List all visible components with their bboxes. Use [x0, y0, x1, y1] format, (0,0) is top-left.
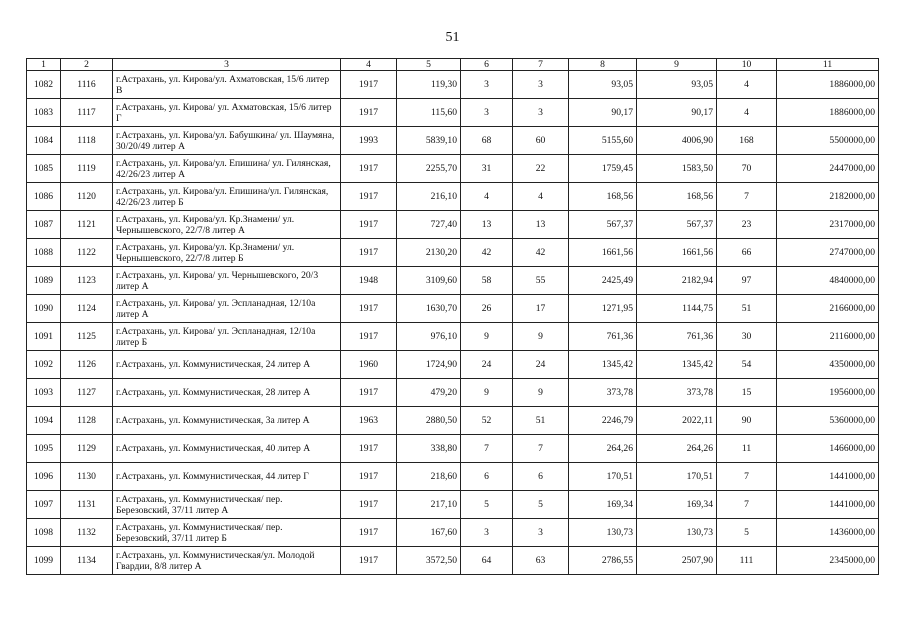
- private-area-cell: 1661,56: [637, 239, 717, 267]
- row-number-cell: 1085: [27, 155, 61, 183]
- living-area-cell: 1271,95: [569, 295, 637, 323]
- apartments-count-cell: 13: [461, 211, 513, 239]
- total-area-cell: 338,80: [397, 435, 461, 463]
- apartments-private-cell: 60: [513, 127, 569, 155]
- row-number-cell: 1092: [27, 351, 61, 379]
- total-area-cell: 2130,20: [397, 239, 461, 267]
- table-row: [27, 127, 879, 155]
- column-header-4: 4: [341, 59, 397, 71]
- residents-count-cell: 7: [717, 463, 777, 491]
- apartments-count-cell: 3: [461, 519, 513, 547]
- apartments-private-cell: 22: [513, 155, 569, 183]
- address-cell: г.Астрахань, ул. Кирова/ул. Епишина/ ул. Гилянская, 42/26/23 литер А: [113, 155, 341, 183]
- object-number-cell: 1130: [61, 463, 113, 491]
- living-area-cell: 567,37: [569, 211, 637, 239]
- address-cell: г.Астрахань, ул. Коммунистическая, 40 литер А: [113, 435, 341, 463]
- apartments-private-cell: 3: [513, 519, 569, 547]
- living-area-cell: 264,26: [569, 435, 637, 463]
- total-area-cell: 5839,10: [397, 127, 461, 155]
- apartments-private-cell: 24: [513, 351, 569, 379]
- private-area-cell: 169,34: [637, 491, 717, 519]
- column-header-9: 9: [637, 59, 717, 71]
- living-area-cell: 2786,55: [569, 547, 637, 575]
- private-area-cell: 90,17: [637, 99, 717, 127]
- residents-count-cell: 11: [717, 435, 777, 463]
- private-area-cell: 2182,94: [637, 267, 717, 295]
- object-number-cell: 1118: [61, 127, 113, 155]
- living-area-cell: 2246,79: [569, 407, 637, 435]
- total-area-cell: 217,10: [397, 491, 461, 519]
- address-cell: г.Астрахань, ул. Коммунистическая/ул. Молодой Гвардии, 8/8 литер А: [113, 547, 341, 575]
- column-header-7: 7: [513, 59, 569, 71]
- total-area-cell: 167,60: [397, 519, 461, 547]
- table-row: [27, 519, 879, 547]
- apartments-count-cell: 9: [461, 379, 513, 407]
- total-area-cell: 218,60: [397, 463, 461, 491]
- apartments-private-cell: 55: [513, 267, 569, 295]
- apartments-private-cell: 51: [513, 407, 569, 435]
- column-header-8: 8: [569, 59, 637, 71]
- apartments-private-cell: 13: [513, 211, 569, 239]
- residents-count-cell: 7: [717, 491, 777, 519]
- address-cell: г.Астрахань, ул. Кирова/ ул. Чернышевского, 20/3 литер А: [113, 267, 341, 295]
- address-cell: г.Астрахань, ул. Коммунистическая, 3а литер А: [113, 407, 341, 435]
- total-area-cell: 216,10: [397, 183, 461, 211]
- table-row: [27, 211, 879, 239]
- column-header-10: 10: [717, 59, 777, 71]
- table-row: [27, 351, 879, 379]
- living-area-cell: 1345,42: [569, 351, 637, 379]
- apartments-count-cell: 24: [461, 351, 513, 379]
- total-area-cell: 727,40: [397, 211, 461, 239]
- cost-cell: 1441000,00: [777, 463, 879, 491]
- object-number-cell: 1126: [61, 351, 113, 379]
- living-area-cell: 170,51: [569, 463, 637, 491]
- apartments-count-cell: 52: [461, 407, 513, 435]
- private-area-cell: 1583,50: [637, 155, 717, 183]
- private-area-cell: 1345,42: [637, 351, 717, 379]
- living-area-cell: 1661,56: [569, 239, 637, 267]
- object-number-cell: 1120: [61, 183, 113, 211]
- total-area-cell: 3572,50: [397, 547, 461, 575]
- cost-cell: 1886000,00: [777, 99, 879, 127]
- residents-count-cell: 4: [717, 71, 777, 99]
- row-number-cell: 1083: [27, 99, 61, 127]
- build-year-cell: 1917: [341, 547, 397, 575]
- build-year-cell: 1917: [341, 323, 397, 351]
- apartments-private-cell: 7: [513, 435, 569, 463]
- table-row: [27, 491, 879, 519]
- private-area-cell: 93,05: [637, 71, 717, 99]
- build-year-cell: 1917: [341, 491, 397, 519]
- row-number-cell: 1098: [27, 519, 61, 547]
- apartments-count-cell: 26: [461, 295, 513, 323]
- total-area-cell: 479,20: [397, 379, 461, 407]
- object-number-cell: 1123: [61, 267, 113, 295]
- header-row: [27, 59, 879, 71]
- build-year-cell: 1917: [341, 463, 397, 491]
- table-row: [27, 295, 879, 323]
- apartments-private-cell: 3: [513, 99, 569, 127]
- object-number-cell: 1122: [61, 239, 113, 267]
- cost-cell: 4350000,00: [777, 351, 879, 379]
- row-number-cell: 1090: [27, 295, 61, 323]
- residents-count-cell: 111: [717, 547, 777, 575]
- private-area-cell: 567,37: [637, 211, 717, 239]
- apartments-private-cell: 6: [513, 463, 569, 491]
- build-year-cell: 1917: [341, 379, 397, 407]
- residents-count-cell: 97: [717, 267, 777, 295]
- residents-count-cell: 66: [717, 239, 777, 267]
- apartments-private-cell: 3: [513, 71, 569, 99]
- object-number-cell: 1127: [61, 379, 113, 407]
- total-area-cell: 1630,70: [397, 295, 461, 323]
- private-area-cell: 2507,90: [637, 547, 717, 575]
- build-year-cell: 1917: [341, 211, 397, 239]
- total-area-cell: 2880,50: [397, 407, 461, 435]
- apartments-count-cell: 42: [461, 239, 513, 267]
- living-area-cell: 5155,60: [569, 127, 637, 155]
- build-year-cell: 1917: [341, 239, 397, 267]
- apartments-count-cell: 5: [461, 491, 513, 519]
- residents-count-cell: 51: [717, 295, 777, 323]
- apartments-private-cell: 9: [513, 379, 569, 407]
- cost-cell: 1436000,00: [777, 519, 879, 547]
- object-number-cell: 1128: [61, 407, 113, 435]
- living-area-cell: 2425,49: [569, 267, 637, 295]
- living-area-cell: 1759,45: [569, 155, 637, 183]
- residents-count-cell: 5: [717, 519, 777, 547]
- row-number-cell: 1096: [27, 463, 61, 491]
- total-area-cell: 3109,60: [397, 267, 461, 295]
- build-year-cell: 1917: [341, 99, 397, 127]
- address-cell: г.Астрахань, ул. Кирова/ ул. Эспланадная, 12/10а литер А: [113, 295, 341, 323]
- cost-cell: 2166000,00: [777, 295, 879, 323]
- cost-cell: 2182000,00: [777, 183, 879, 211]
- row-number-cell: 1088: [27, 239, 61, 267]
- cost-cell: 2747000,00: [777, 239, 879, 267]
- row-number-cell: 1095: [27, 435, 61, 463]
- build-year-cell: 1917: [341, 295, 397, 323]
- address-cell: г.Астрахань, ул. Коммунистическая, 28 литер А: [113, 379, 341, 407]
- apartments-count-cell: 6: [461, 463, 513, 491]
- object-number-cell: 1131: [61, 491, 113, 519]
- build-year-cell: 1917: [341, 435, 397, 463]
- cost-cell: 2116000,00: [777, 323, 879, 351]
- residents-count-cell: 4: [717, 99, 777, 127]
- cost-cell: 5360000,00: [777, 407, 879, 435]
- residents-count-cell: 54: [717, 351, 777, 379]
- apartments-count-cell: 9: [461, 323, 513, 351]
- apartments-count-cell: 68: [461, 127, 513, 155]
- apartments-count-cell: 3: [461, 99, 513, 127]
- table-row: [27, 239, 879, 267]
- living-area-cell: 93,05: [569, 71, 637, 99]
- address-cell: г.Астрахань, ул. Кирова/ул. Ахматовская, 15/6 литер В: [113, 71, 341, 99]
- build-year-cell: 1960: [341, 351, 397, 379]
- apartments-private-cell: 63: [513, 547, 569, 575]
- apartments-count-cell: 31: [461, 155, 513, 183]
- table-row: [27, 267, 879, 295]
- column-header-3: 3: [113, 59, 341, 71]
- private-area-cell: 168,56: [637, 183, 717, 211]
- private-area-cell: 2022,11: [637, 407, 717, 435]
- apartments-private-cell: 42: [513, 239, 569, 267]
- residents-count-cell: 23: [717, 211, 777, 239]
- residents-count-cell: 7: [717, 183, 777, 211]
- table-row: [27, 323, 879, 351]
- private-area-cell: 4006,90: [637, 127, 717, 155]
- build-year-cell: 1993: [341, 127, 397, 155]
- table-row: [27, 379, 879, 407]
- cost-cell: 2345000,00: [777, 547, 879, 575]
- object-number-cell: 1119: [61, 155, 113, 183]
- object-number-cell: 1124: [61, 295, 113, 323]
- total-area-cell: 115,60: [397, 99, 461, 127]
- column-header-1: 1: [27, 59, 61, 71]
- living-area-cell: 169,34: [569, 491, 637, 519]
- build-year-cell: 1917: [341, 519, 397, 547]
- row-number-cell: 1093: [27, 379, 61, 407]
- cost-cell: 1466000,00: [777, 435, 879, 463]
- object-number-cell: 1121: [61, 211, 113, 239]
- address-cell: г.Астрахань, ул. Коммунистическая, 44 литер Г: [113, 463, 341, 491]
- living-area-cell: 373,78: [569, 379, 637, 407]
- table-row: [27, 547, 879, 575]
- address-cell: г.Астрахань, ул. Кирова/ул. Кр.Знамени/ ул. Чернышевского, 22/7/8 литер А: [113, 211, 341, 239]
- object-number-cell: 1132: [61, 519, 113, 547]
- row-number-cell: 1097: [27, 491, 61, 519]
- apartments-count-cell: 64: [461, 547, 513, 575]
- apartments-private-cell: 4: [513, 183, 569, 211]
- total-area-cell: 1724,90: [397, 351, 461, 379]
- build-year-cell: 1963: [341, 407, 397, 435]
- column-header-2: 2: [61, 59, 113, 71]
- row-number-cell: 1087: [27, 211, 61, 239]
- housing-registry-table: [26, 58, 879, 575]
- table-row: [27, 435, 879, 463]
- residents-count-cell: 30: [717, 323, 777, 351]
- build-year-cell: 1917: [341, 183, 397, 211]
- apartments-count-cell: 4: [461, 183, 513, 211]
- table-row: [27, 183, 879, 211]
- residents-count-cell: 168: [717, 127, 777, 155]
- private-area-cell: 130,73: [637, 519, 717, 547]
- cost-cell: 4840000,00: [777, 267, 879, 295]
- row-number-cell: 1094: [27, 407, 61, 435]
- cost-cell: 1956000,00: [777, 379, 879, 407]
- address-cell: г.Астрахань, ул. Кирова/ул. Епишина/ул. Гилянская, 42/26/23 литер Б: [113, 183, 341, 211]
- column-header-5: 5: [397, 59, 461, 71]
- row-number-cell: 1089: [27, 267, 61, 295]
- column-header-11: 11: [777, 59, 879, 71]
- living-area-cell: 90,17: [569, 99, 637, 127]
- private-area-cell: 761,36: [637, 323, 717, 351]
- cost-cell: 2447000,00: [777, 155, 879, 183]
- residents-count-cell: 15: [717, 379, 777, 407]
- living-area-cell: 168,56: [569, 183, 637, 211]
- apartments-count-cell: 58: [461, 267, 513, 295]
- apartments-private-cell: 5: [513, 491, 569, 519]
- total-area-cell: 119,30: [397, 71, 461, 99]
- living-area-cell: 761,36: [569, 323, 637, 351]
- total-area-cell: 2255,70: [397, 155, 461, 183]
- cost-cell: 1886000,00: [777, 71, 879, 99]
- total-area-cell: 976,10: [397, 323, 461, 351]
- private-area-cell: 1144,75: [637, 295, 717, 323]
- address-cell: г.Астрахань, ул. Кирова/ ул. Ахматовская, 15/6 литер Г: [113, 99, 341, 127]
- build-year-cell: 1917: [341, 71, 397, 99]
- table-body: [27, 71, 879, 575]
- table-row: [27, 407, 879, 435]
- row-number-cell: 1099: [27, 547, 61, 575]
- page-number: 51: [445, 30, 460, 45]
- apartments-private-cell: 9: [513, 323, 569, 351]
- build-year-cell: 1917: [341, 155, 397, 183]
- cost-cell: 2317000,00: [777, 211, 879, 239]
- address-cell: г.Астрахань, ул. Кирова/ ул. Эспланадная, 12/10а литер Б: [113, 323, 341, 351]
- cost-cell: 1441000,00: [777, 491, 879, 519]
- residents-count-cell: 70: [717, 155, 777, 183]
- address-cell: г.Астрахань, ул. Кирова/ул. Кр.Знамени/ ул. Чернышевского, 22/7/8 литер Б: [113, 239, 341, 267]
- row-number-cell: 1084: [27, 127, 61, 155]
- row-number-cell: 1082: [27, 71, 61, 99]
- living-area-cell: 130,73: [569, 519, 637, 547]
- table-row: [27, 99, 879, 127]
- table-row: [27, 71, 879, 99]
- table-row: [27, 155, 879, 183]
- table-row: [27, 463, 879, 491]
- object-number-cell: 1129: [61, 435, 113, 463]
- residents-count-cell: 90: [717, 407, 777, 435]
- address-cell: г.Астрахань, ул. Коммунистическая, 24 литер А: [113, 351, 341, 379]
- object-number-cell: 1134: [61, 547, 113, 575]
- build-year-cell: 1948: [341, 267, 397, 295]
- address-cell: г.Астрахань, ул. Кирова/ул. Бабушкина/ ул. Шаумяна, 30/20/49 литер А: [113, 127, 341, 155]
- object-number-cell: 1125: [61, 323, 113, 351]
- row-number-cell: 1086: [27, 183, 61, 211]
- apartments-count-cell: 3: [461, 71, 513, 99]
- cost-cell: 5500000,00: [777, 127, 879, 155]
- private-area-cell: 170,51: [637, 463, 717, 491]
- address-cell: г.Астрахань, ул. Коммунистическая/ пер. Березовский, 37/11 литер А: [113, 491, 341, 519]
- private-area-cell: 264,26: [637, 435, 717, 463]
- private-area-cell: 373,78: [637, 379, 717, 407]
- row-number-cell: 1091: [27, 323, 61, 351]
- object-number-cell: 1116: [61, 71, 113, 99]
- apartments-private-cell: 17: [513, 295, 569, 323]
- address-cell: г.Астрахань, ул. Коммунистическая/ пер. Березовский, 37/11 литер Б: [113, 519, 341, 547]
- apartments-count-cell: 7: [461, 435, 513, 463]
- column-header-6: 6: [461, 59, 513, 71]
- object-number-cell: 1117: [61, 99, 113, 127]
